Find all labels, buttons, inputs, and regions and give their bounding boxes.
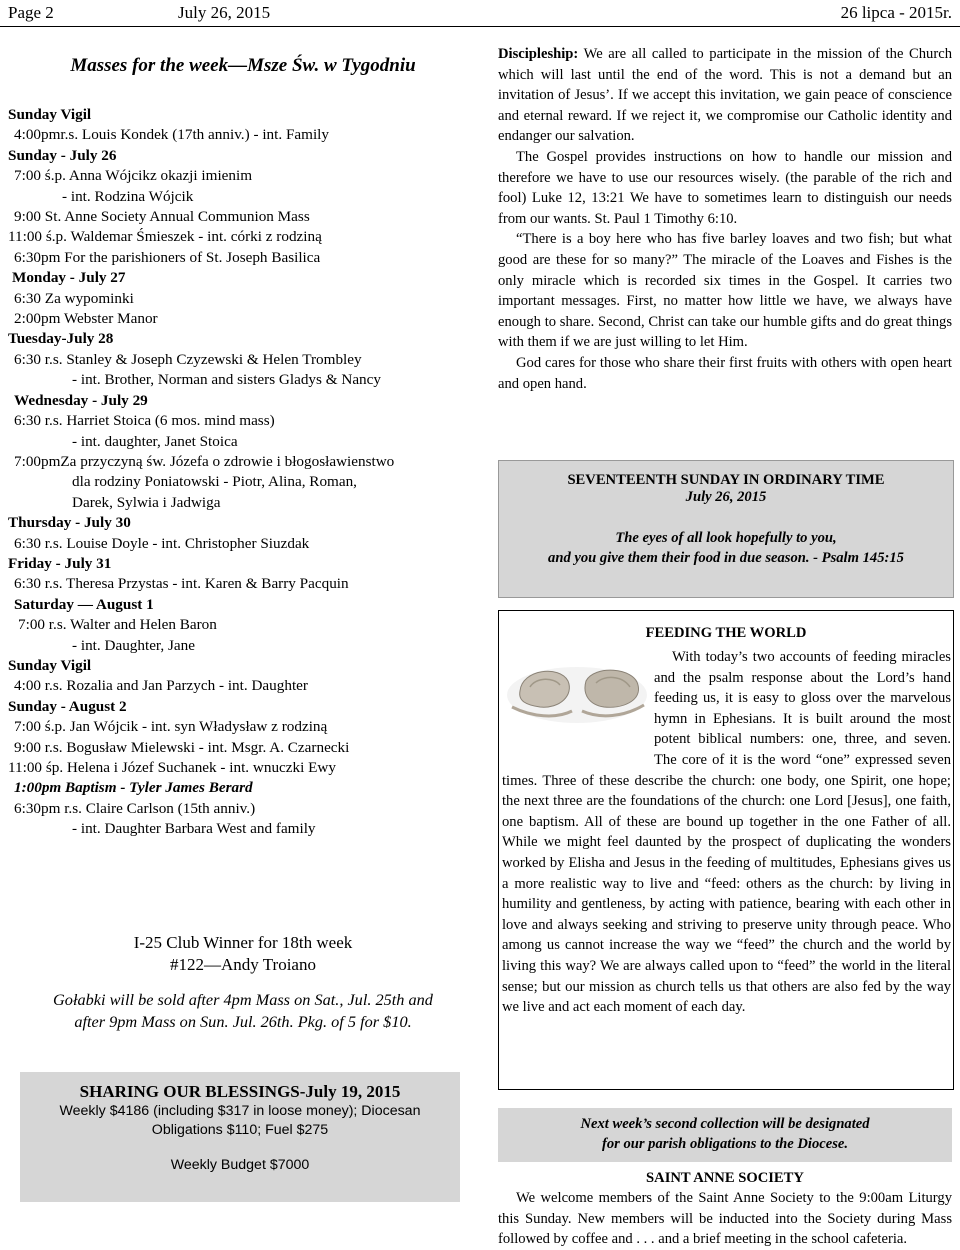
sharing-line2: Obligations $110; Fuel $275 [151,1122,329,1138]
mass-entry: 7:00 ś.p. Jan Wójcik - int. syn Władysław z rodziną [14,718,328,736]
mass-entry: 6:30pm For the parishioners of St. Joseph Basilica [14,248,321,266]
sunday-title: SEVENTEENTH SUNDAY IN ORDINARY TIME [567,472,885,488]
mass-entry: - int. Brother, Norman and sisters Gladys & Nancy [72,371,381,389]
psalm-quote-line1: The eyes of all look hopefully to you, [615,530,837,546]
discipleship-section [498,44,952,394]
left-column [8,54,478,1033]
mass-day-heading: Tuesday-July 28 [8,330,114,348]
mass-entry: Darek, Sylwia i Jadwiga [72,493,221,511]
mass-day-heading: Saturday — August 1 [14,595,154,613]
golabki-notice [8,989,478,1033]
weekly-budget: Weekly Budget $7000 [170,1157,310,1173]
collection-box [498,1108,952,1162]
page-header [0,0,960,27]
collection-line2: for our parish obligations to the Diocese. [601,1136,849,1152]
golabki-line2: after 9pm Mass on Sun. Jul. 26th. Pkg. of 5 for $10. [74,1011,412,1031]
mass-entry: 11:00 śp. Helena i Józef Suchanek - int. wnuczki Ewy [8,759,336,776]
mass-entry: - int. Rodzina Wójcik [62,187,194,205]
discipleship-p2: The Gospel provides instructions on how to handle our mission and therefore we have to use our resources wisely. (the parable of the rich and fool) Luke 12, 13:21 We have to sometimes learn to distinguish our needs from our wants. St. Paul 1 Timothy 6:10. [498,148,952,227]
mass-entry: 6:30pm r.s. Claire Carlson (15th anniv.) [14,799,256,817]
mass-entry: 6:30 r.s. Theresa Przystas - int. Karen & Barry Pacquin [14,575,349,593]
discipleship-p4: God cares for those who share their first fruits with others with open heart and open hand. [498,354,952,392]
mass-entry: 7:00 r.s. Walter and Helen Baron [18,616,217,634]
mass-entry: 7:00pmZa przyczyną św. Józefa o zdrowie i błogosławienstwo [14,452,395,470]
header-date-english: July 26, 2015 [178,3,271,22]
sharing-line1: Weekly $4186 (including $317 in loose money); Diocesan [59,1103,421,1119]
mass-day-heading: Wednesday - July 29 [14,391,148,409]
discipleship-label: Discipleship: [498,46,579,62]
feeding-text: With today’s two accounts of feeding miracles and the psalm response about the Lord’s hand feeding us, it is easy to gloss over the marvelous hymn in Ephesians. It is built around the most potent biblical numbers: one, three, and seven. The core of it is the word “one” expressed seven times. Three of these describe the church: one body, one Spirit, one hope; the next three are the foundations of the church: one Lord [Jesus], one faith, one baptism. All of these are bound up together in the one Father of all. While we might feel daunted by the prospect of duplicating the wonders worked by Elisha and Jesus in the feeding of multitudes, Ephesians gives us a more realistic way to live and “feed: others as the church: by living in humility and gentleness, by acting with patience, bearing with each other in love and always seeking and striving to preserve unity through peace. Who among us cannot increase the way we “feed” the church and the world by living this way? We are always called upon to “feed” the world in the literal sense; but our mission as church tells us that others are also fed by the way we live and act each moment of each day. [502,649,951,1016]
golabki-line1: Gołabki will be sold after 4pm Mass on Sat., Jul. 25th and [53,989,433,1009]
mass-day-heading: 1:00pm Baptism - Tyler James Berard [14,779,253,797]
mass-entry: 2:00pm Webster Manor [14,310,158,328]
mass-entry: 4:00 r.s. Rozalia and Jan Parzych - int. Daughter [14,677,308,695]
mass-schedule [8,105,478,840]
club-winner [8,932,478,976]
bread-hands-icon [502,647,652,727]
mass-day-heading: Sunday - August 2 [8,697,127,715]
mass-entry: dla rodziny Poniatowski - Piotr, Alina, Roman, [72,473,357,491]
discipleship-p3: “There is a boy here who has five barley loaves and two fish; but what good are these for so many?” The miracle of the Loaves and Fishes is the only miracle which is recorded six times in the Gospel. It carries two important messages. First, no matter how little we have, we always have enough to share. Second, Christ can take our humble gifts and do great things with them if we are just willing to let Him. [498,231,952,351]
mass-entry: 4:00pmr.s. Louis Kondek (17th anniv.) - int. Family [14,126,329,144]
saint-anne-title: SAINT ANNE SOCIETY [646,1170,804,1186]
saint-anne-text: We welcome members of the Saint Anne Society to the 9:00am Liturgy this Sunday. New members will be inducted into the Society during Mass followed by coffee and . . . and a brief meeting in the school cafeteria. [498,1190,952,1248]
mass-day-heading: Sunday Vigil [8,656,92,674]
mass-entry: 7:00 ś.p. Anna Wójcikz okazji imienim [14,167,253,185]
psalm-quote-line2: and you give them their food in due season. - Psalm 145:15 [548,550,904,566]
header-date-polish: 26 lipca - 2015r. [840,3,952,22]
mass-entry: 9:00 St. Anne Society Annual Communion Mass [14,208,310,226]
mass-entry: 6:30 Za wypominki [14,289,134,307]
feeding-title: FEEDING THE WORLD [645,625,807,641]
club-winner-line2: #122—Andy Troiano [170,954,316,974]
club-winner-line1: I-25 Club Winner for 18th week [133,932,353,952]
feeding-world-box [498,610,954,1090]
mass-day-heading: Thursday - July 30 [8,514,131,532]
page-number: Page 2 [8,3,54,22]
sunday-date: July 26, 2015 [685,489,767,505]
sunday-box [498,460,954,598]
sharing-blessings-box [20,1072,460,1202]
psalm-quote [499,528,953,568]
collection-line1: Next week’s second collection will be designated [580,1116,870,1132]
mass-day-heading: Monday - July 27 [12,269,126,287]
masses-title: Masses for the week—Msze Św. w Tygodniu [70,55,416,76]
mass-entry: - int. Daughter, Jane [72,636,195,654]
mass-entry: - int. daughter, Janet Stoica [72,432,238,450]
mass-entry: 9:00 r.s. Bogusław Mielewski - int. Msgr. A. Czarnecki [14,738,350,756]
discipleship-p1: Discipleship: We are all called to participate in the mission of the Church which will last until the end of the word. This is not a demand but an invitation of Jesus’. If we accept this invitation, we gain peace of conscience and eternal reward. If we reject it, we compromise our Catholic identity and endanger our salvation. [498,46,952,145]
mass-day-heading: Sunday - July 26 [8,146,117,164]
saint-anne-society [498,1168,952,1250]
mass-entry: - int. Daughter Barbara West and family [72,820,316,838]
feeding-body [502,647,951,1018]
bread-image [502,647,654,755]
mass-entry: 6:30 r.s. Stanley & Joseph Czyzewski & Helen Trombley [14,350,362,368]
mass-day-heading: Friday - July 31 [8,554,112,572]
mass-entry: 6:30 r.s. Louise Doyle - int. Christopher Siuzdak [14,534,310,552]
mass-entry: 11:00 ś.p. Waldemar Śmieszek - int. córki z rodziną [8,228,322,246]
sharing-title: SHARING OUR BLESSINGS-July 19, 2015 [79,1082,401,1101]
mass-entry: 6:30 r.s. Harriet Stoica (6 mos. mind mass) [14,412,275,430]
right-column [498,44,952,1248]
mass-day-heading: Sunday Vigil [8,106,92,123]
